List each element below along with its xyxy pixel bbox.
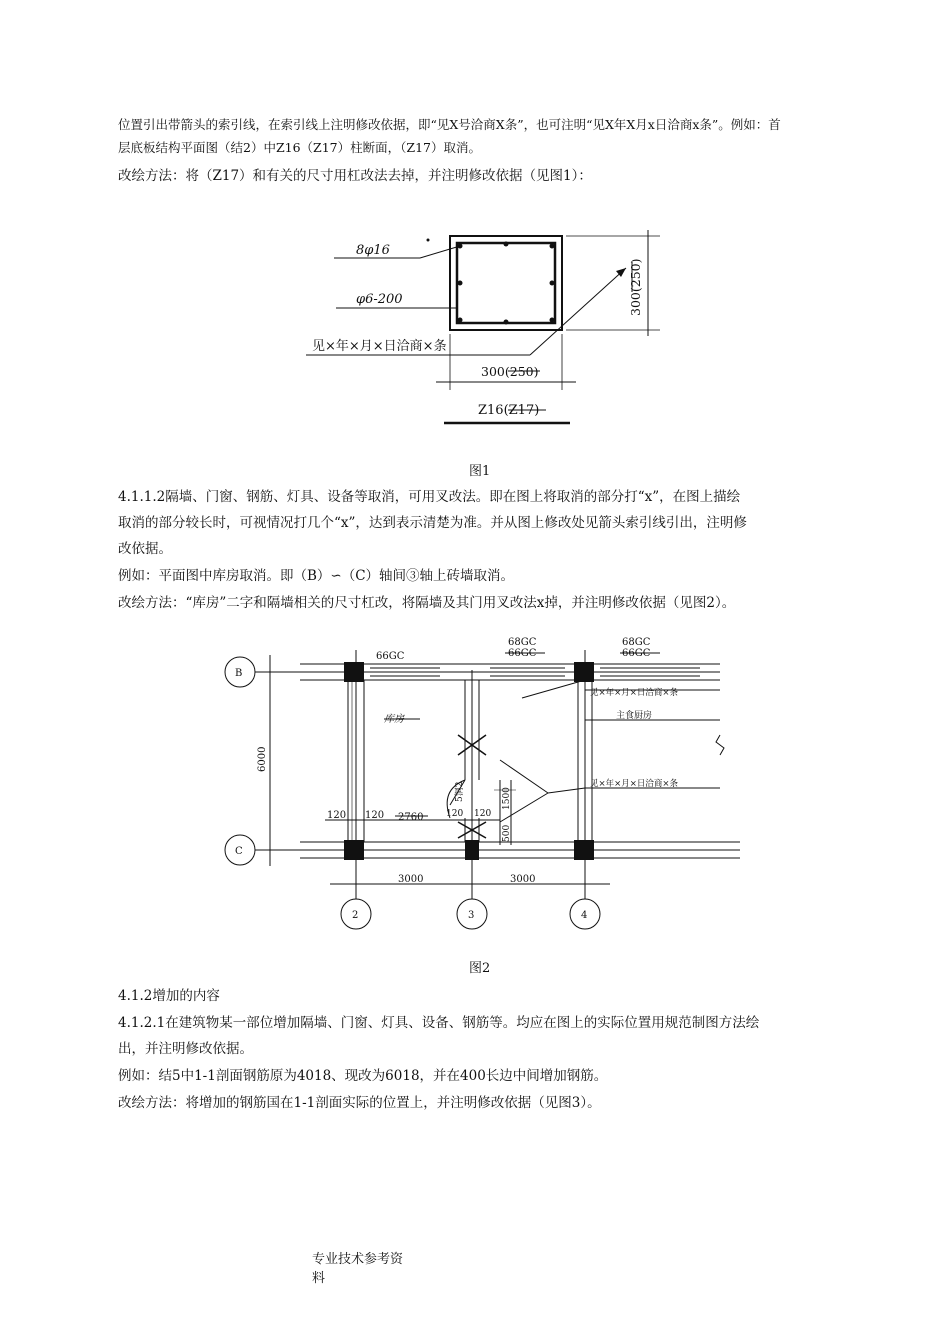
dim-1500: 1500	[502, 787, 512, 810]
footer-text: 料	[312, 1271, 326, 1286]
dim-120: 120	[365, 810, 385, 821]
revision-note: 见×年×月×日洽商×条	[590, 688, 678, 698]
dim-horizontal: 300(250)	[481, 364, 539, 379]
room-label-store: 库房	[384, 714, 404, 725]
dim-6000: 6000	[257, 746, 268, 772]
dim-2760: 2760	[398, 812, 424, 823]
paragraph-line: 改绘方法：将（Z17）和有关的尺寸用杠改法去掉，并注明修改依据（见图1）：	[118, 168, 592, 184]
dim-120: 120	[474, 809, 492, 819]
paragraph-line: 改依据。	[118, 541, 172, 557]
axis-label-b: B	[235, 668, 243, 679]
figure-1	[300, 222, 680, 437]
axis-label-3: 3	[468, 910, 475, 921]
rebar-label: 8φ16	[356, 243, 390, 258]
column-block	[344, 840, 364, 860]
window-label: 66GC	[376, 651, 405, 662]
figure-1-caption: 图1	[469, 464, 491, 479]
paragraph-line: 例如：平面图中库房取消。即（B）∽（C）轴间③轴上砖墙取消。	[118, 568, 515, 584]
figure-2	[210, 628, 750, 936]
dim-door: 5洞2	[455, 781, 465, 802]
column-label: Z16(Z17)	[478, 403, 540, 418]
stirrup-label: φ6-200	[356, 292, 403, 307]
column-outline	[450, 236, 562, 330]
column-block	[574, 840, 594, 860]
figure-2-caption: 图2	[469, 961, 491, 976]
axis-label-4: 4	[581, 910, 588, 921]
paragraph-line: 例如：结5中1-1剖面钢筋原为4018、现改为6018，并在400长边中间增加钢筋。	[118, 1068, 608, 1084]
column-block	[344, 662, 364, 682]
dim-120: 120	[327, 810, 347, 821]
dim-3000: 3000	[510, 874, 536, 885]
axis-label-c: C	[235, 846, 243, 857]
paragraph-line: 层底板结构平面图（结2）中Z16（Z17）柱断面，（Z17）取消。	[118, 140, 481, 155]
window-label-old: 66GC	[508, 648, 537, 659]
window-label-new: 68GC	[508, 637, 537, 648]
paragraph-line: 4.1.1.2隔墙、门窗、钢筋、灯具、设备等取消，可用叉改法。即在图上将取消的部分打“x”，在图上描绘	[118, 489, 741, 505]
section-heading: 4.1.2增加的内容	[118, 988, 220, 1004]
axis-label-2: 2	[352, 910, 359, 921]
dim-500: 500	[502, 824, 512, 842]
paragraph-line: 改绘方法：将增加的钢筋国在1-1剖面实际的位置上，并注明修改依据（见图3）。	[118, 1095, 601, 1111]
window-label-old: 66GC	[622, 648, 651, 659]
paragraph-line: 改绘方法：“库房”二字和隔墙相关的尺寸杠改，将隔墙及其门用叉改法x掉，并注明修改依据（见图2）。	[118, 595, 736, 611]
dim-120: 120	[446, 809, 464, 819]
revision-note: 见×年×月×日洽商×条	[312, 339, 447, 354]
dim-3000: 3000	[398, 874, 424, 885]
room-label-kitchen: 主食厨房	[616, 711, 653, 721]
revision-note: 见×年×月×日洽商×条	[590, 779, 678, 789]
dim-vertical: 300(250)	[628, 258, 643, 316]
column-block	[465, 840, 479, 860]
stirrup	[457, 243, 555, 323]
footer-text: 专业技术参考资	[312, 1252, 404, 1267]
paragraph-line: 4.1.2.1在建筑物某一部位增加隔墙、门窗、灯具、设备、钢筋等。均应在图上的实际位置用规范制图方法绘	[118, 1015, 760, 1031]
paragraph-line: 位置引出带箭头的索引线，在索引线上注明修改依据，即“见X号洽商X条”，也可注明“见X年X月x日洽商x条”。例如：首	[118, 117, 781, 132]
column-block	[574, 662, 594, 682]
window-label-new: 68GC	[622, 637, 651, 648]
paragraph-line: 出，并注明修改依据。	[118, 1041, 253, 1057]
paragraph-line: 取消的部分较长时，可视情况打几个“x”，达到表示清楚为准。并从图上修改处见箭头索引线引出，注明修	[118, 515, 747, 531]
